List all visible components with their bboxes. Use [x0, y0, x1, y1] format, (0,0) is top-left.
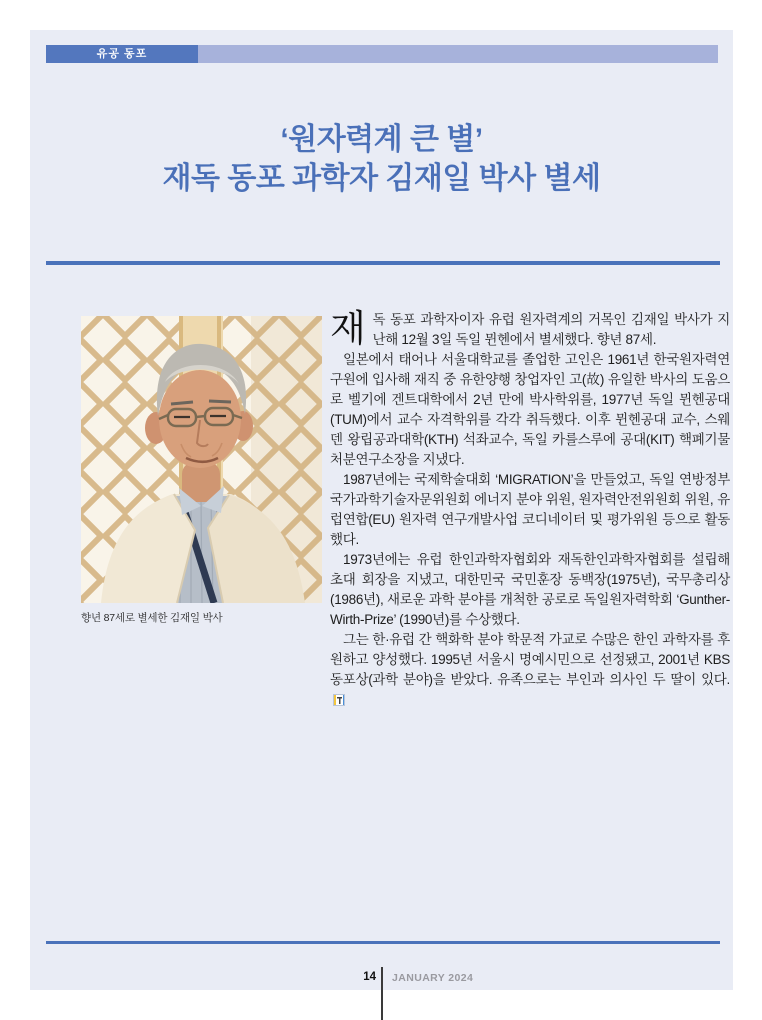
top-divider-rule — [46, 261, 720, 265]
article-paragraph — [330, 310, 730, 350]
article-paragraph: 1973년에는 유럽 한인과학자협회와 재독한인과학자협회를 설립해 초대 회장을 지냈고, 대한민국 국민훈장 동백장(1975년), 국무총리상(1986년), 새로운 과학 분야를 개척한 공로로 독일원자력학회 ‘Gunther-Wirth-Prize’ (1990년)를 수상했다. — [330, 552, 730, 627]
article-paragraph: 1987년에는 국제학술대회 ‘MIGRATION’을 만들었고, 독일 연방정부 국가과학기술자문위원회 에너지 분야 위원, 원자력안전위원회 위원, 유럽연합(EU) 원자력 연구개발사업 코디네이터 및 평가위원 등으로 활동했다. — [330, 472, 730, 547]
section-bar-decoration — [198, 45, 718, 63]
folio-divider-line — [381, 967, 383, 1020]
paragraph-text: 그는 한·유럽 간 핵화학 분야 학문적 가교로 수많은 한인 과학자를 후원하고 양성했다. 1995년 서울시 명예시민으로 선정됐고, 2001년 KBS 동포상(과학 분야)을 받았다. 유족으로는 부인과 의사인 두 딸이 있다. — [330, 632, 730, 687]
magazine-page — [30, 30, 733, 990]
page-number: 14 — [363, 971, 376, 983]
article-title-line2: 재독 동포 과학자 김재일 박사 별세 — [162, 162, 601, 195]
article-photo-figure — [81, 316, 322, 625]
article-title-line1: ‘원자력계 큰 별’ — [280, 123, 483, 156]
section-tag: 유공 동포 — [46, 45, 198, 63]
section-header — [46, 45, 718, 63]
article-title — [30, 120, 733, 198]
article-paragraph: 일본에서 태어나 서울대학교를 졸업한 고인은 1961년 한국원자력연구원에 입사해 재직 중 유한양행 창업자인 고(故) 유일한 박사의 도움으로 벨기에 겐트대학에서 2년 만에 박사학위를, 1977년 독일 뮌헨공대(TUM)에서 교수 자격학위를 각각 취득했다. 이후 뮌헨공대 교수, 스웨덴 왕립공과대학(KTH) 석좌교수, 독일 카를스루에 공대(KIT) 핵폐기물처분연구소장을 지냈다. — [330, 352, 730, 467]
dropcap-letter: 재 — [330, 308, 366, 349]
portrait-photo — [81, 316, 322, 603]
article-paragraph — [330, 630, 730, 710]
bottom-divider-rule — [46, 941, 720, 944]
paragraph-text: 독 동포 과학자이자 유럽 원자력계의 거목인 김재일 박사가 지난해 12월 3일 독일 뮌헨에서 별세했다. 향년 87세. — [372, 312, 730, 347]
article-body — [330, 310, 730, 710]
article-end-mark-icon — [333, 694, 345, 706]
issue-date: JANUARY 2024 — [392, 972, 474, 984]
photo-caption: 향년 87세로 별세한 김재일 박사 — [81, 612, 223, 624]
